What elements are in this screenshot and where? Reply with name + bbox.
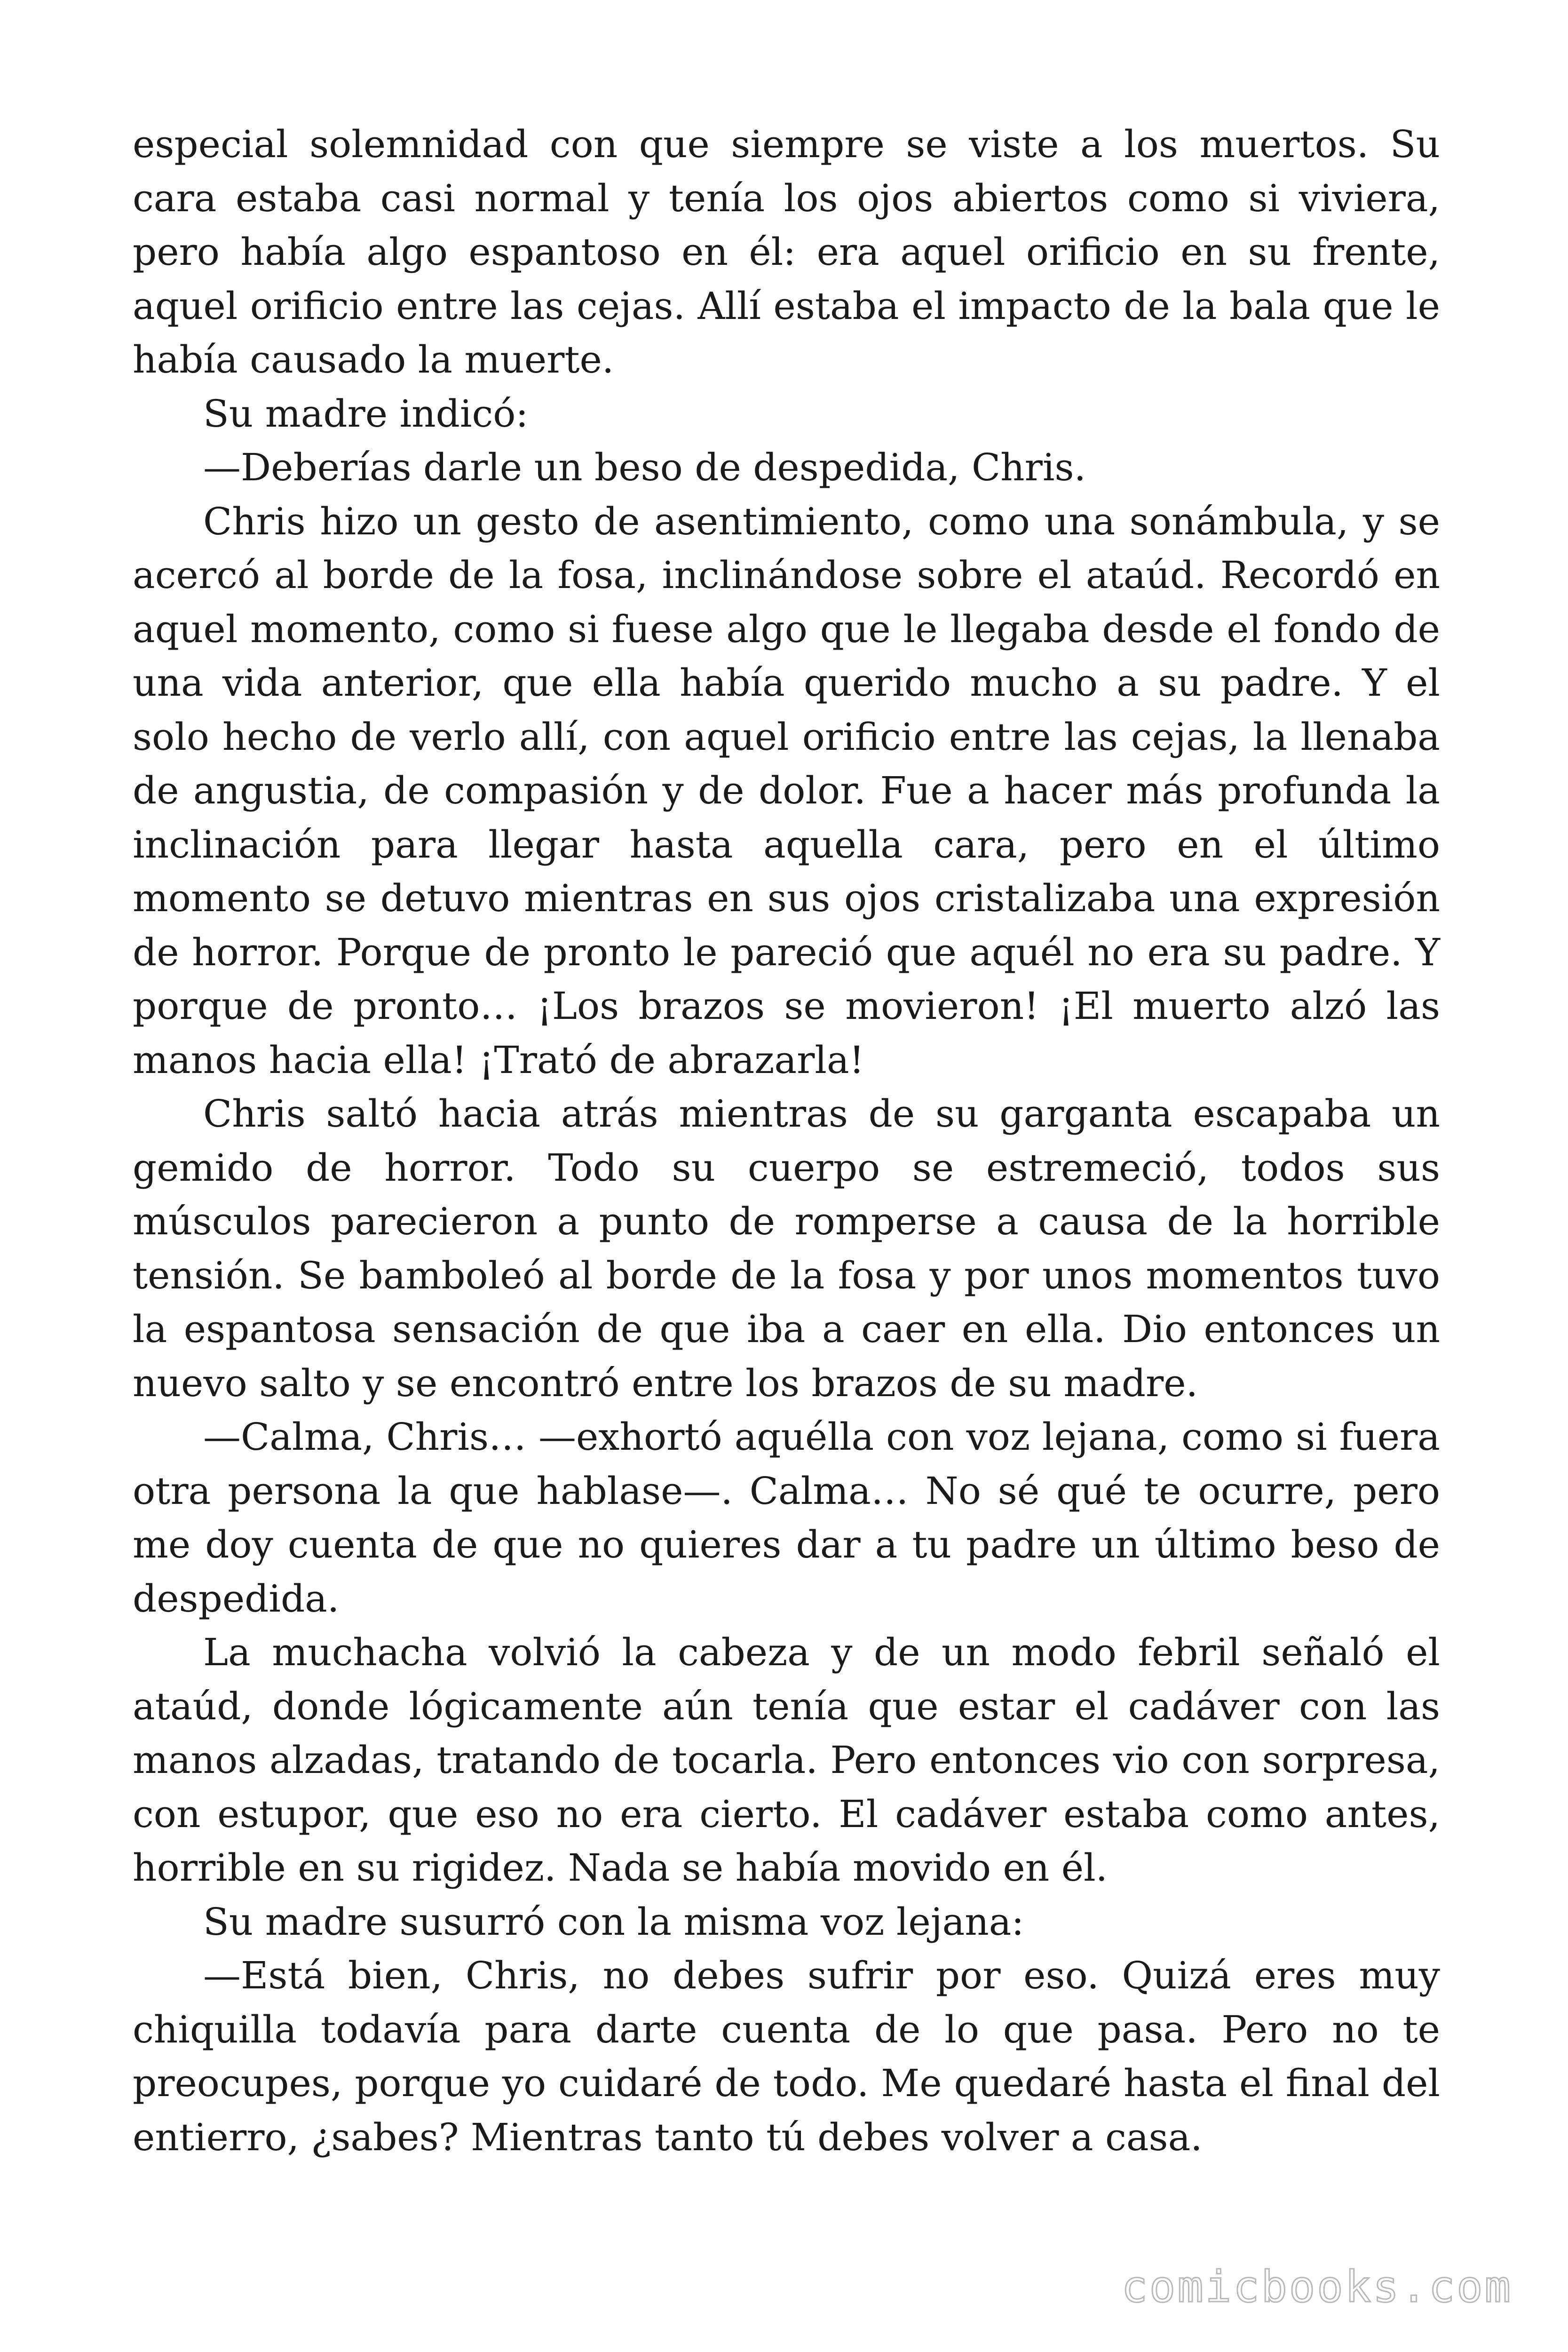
paragraph: Su madre indicó: <box>203 391 529 436</box>
paragraph: Su madre susurró con la misma voz lejana: <box>203 1899 1024 1944</box>
paragraph: Chris saltó hacia atrás mientras de su garganta escapaba un gemido de horror. Todo su cuerpo se estremeció, todos sus músculos parecieron a punto de romperse a causa de la horrible tensión. Se bamboleó al borde de la fosa y por unos momentos tuvo la espantosa sensación de que iba a caer en ella. Dio entonces un nuevo salto y se encontró entre los brazos de su madre. <box>133 1092 1440 1405</box>
body-text <box>133 118 1440 2164</box>
paragraph: La muchacha volvió la cabeza y de un modo febril señaló el ataúd, donde lógicamente aún tenía que estar el cadáver con las manos alzadas, tratando de tocarla. Pero entonces vio con sorpresa, con estupor, que eso no era cierto. El cadáver estaba como antes, horrible en su rigidez. Nada se había movido en él. <box>133 1630 1440 1890</box>
paragraph: Chris hizo un gesto de asentimiento, como una sonámbula, y se acercó al borde de la fosa, inclinándose sobre el ataúd. Recordó en aquel momento, como si fuese algo que le llegaba desde el fondo de una vida anterior, que ella había querido mucho a su padre. Y el solo hecho de verlo allí, con aquel orificio entre las cejas, la llenaba de angustia, de compasión y de dolor. Fue a hacer más profunda la inclinación para llegar hasta aquella cara, pero en el último momento se detuvo mientras en sus ojos cristalizaba una expresión de horror. Porque de pronto le pareció que aquél no era su padre. Y porque de pronto… ¡Los brazos se movieron! ¡El muerto alzó las manos hacia ella! ¡Trató de abrazarla! <box>133 499 1440 1082</box>
paragraph: —Calma, Chris… —exhortó aquélla con voz lejana, como si fuera otra persona la que hablase—. Calma… No sé qué te ocurre, pero me doy cuenta de que no quieres dar a tu padre un último beso de despedida. <box>133 1415 1440 1621</box>
paragraph-continued: especial solemnidad con que siempre se viste a los muertos. Su cara estaba casi normal y tenía los ojos abiertos como si viviera, pero había algo espantoso en él: era aquel orificio en su frente, aquel orificio entre las cejas. Allí estaba el impacto de la bala que le había causado la muerte. <box>133 122 1440 381</box>
watermark: comicbooks.com <box>1121 2262 1513 2312</box>
paragraph: —Deberías darle un beso de despedida, Chris. <box>203 445 1086 489</box>
paragraph: —Está bien, Chris, no debes sufrir por eso. Quizá eres muy chiquilla todavía para darte cuenta de lo que pasa. Pero no te preocupes, porque yo cuidaré de todo. Me quedaré hasta el final del entierro, ¿sabes? Mientras tanto tú debes volver a casa. <box>133 1954 1440 2159</box>
